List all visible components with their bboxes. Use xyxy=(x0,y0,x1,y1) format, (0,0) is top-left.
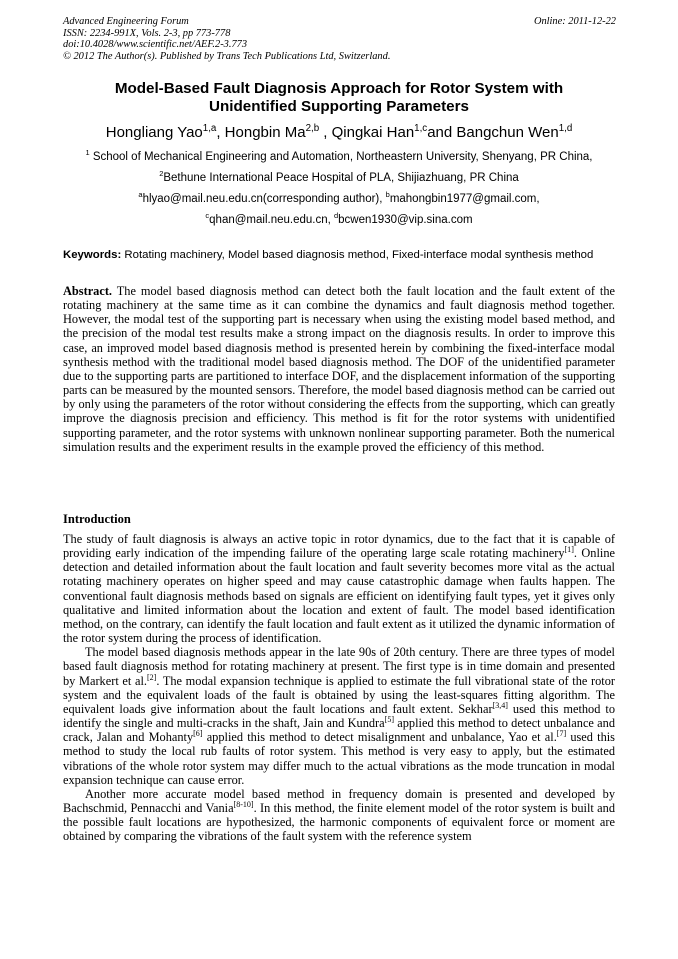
affiliation-1 xyxy=(63,150,615,164)
affiliation-text: School of Mechanical Engineering and Automation, Northeastern University, Shenyang, PR China, xyxy=(89,151,593,163)
affiliation-2 xyxy=(63,171,615,185)
abstract-text: The model based diagnosis method can detect both the fault location and the fault extent of the rotating machinery at the same time as it can combine the dynamics and fault diagnosis method together. However, the modal test of the supporting part is necessary when using the existing model based method, and the precision of the modal test results make a strong impact on the diagnosis results. In order to improve this case, an improved model based diagnosis method is presented herein by combining the fixed-interface modal synthesis method with the traditional model based diagnosis method. The DOF of the unidentified parameter due to the supporting parts are partitioned to interface DOF, and the displacement information of the supporting parts can be measured by the mounted sensors. Therefore, the model based diagnosis method can be carried out by only using the parameters of the rotor without considering the effects from the supporting, which can greatly improve the diagnosis precision and efficiency. This method is fit for the rotor systems with unidentified supporting parameter, and the rotor systems with unknown nonlinear supporting parameter. Both the numerical simulation results and the experiment results in the example proved the efficiency of this method. xyxy=(63,284,615,454)
paragraph-text: The model based diagnosis methods appear in the late 90s of 20th century. There are three types of model based fault diagnosis method for rotating machinery at present. The first type is in time domain and presented by Markert et al. xyxy=(63,645,615,688)
email-mark: d xyxy=(334,211,339,221)
title-line-2: Unidentified Supporting Parameters xyxy=(209,98,469,115)
introduction-body xyxy=(63,532,615,843)
header-issn: ISSN: 2234-991X, Vols. 2-3, pp 773-778 xyxy=(63,27,231,39)
email-mark: c xyxy=(205,211,210,221)
email-mark: b xyxy=(385,190,390,200)
header-copyright: © 2012 The Author(s). Published by Trans Tech Publications Ltd, Switzerland. xyxy=(63,50,391,62)
intro-paragraph-3 xyxy=(63,787,615,844)
author-name: , Qingkai Han xyxy=(319,124,415,141)
paragraph-text: . The modal expansion technique is applied to estimate the full vibrational state of the rotor system and the equivalent loads of the fault is obtained by using the least-squares fitting algorithm. The equivalent loads give information about the fault locations and fault extent. Sekhar xyxy=(63,673,616,716)
header-online-date: Online: 2011-12-22 xyxy=(533,16,616,27)
email-line-1 xyxy=(63,192,615,206)
author-affiliation-mark: 1,c xyxy=(414,123,428,134)
author-name: Hongliang Yao xyxy=(105,124,203,141)
author-affiliation-mark: 2,b xyxy=(305,123,320,134)
paragraph-text: . In this method, the finite element model of the rotor system is built and the possible fault locations are hypothesized, the harmonic components of equivalent force or moment are obtained by comparing the vibrations of the fault system with the reference system xyxy=(63,800,615,844)
email-mark: a xyxy=(138,190,143,200)
keywords-text: Rotating machinery, Model based diagnosis method, Fixed-interface modal synthesis method xyxy=(121,249,594,261)
abstract-label: Abstract. xyxy=(63,284,113,298)
affiliation-mark: 1 xyxy=(85,148,90,158)
author-affiliation-mark: 1,d xyxy=(558,123,573,134)
header-doi: doi:10.4028/www.scientific.net/AEF.2-3.773 xyxy=(63,39,248,51)
citation-ref: [8-10] xyxy=(233,799,254,809)
paper-title xyxy=(63,80,615,116)
paragraph-text: The study of fault diagnosis is always an active topic in rotor dynamics, due to the fact that it is capable of providing early indication of the impending failure of the operating large scale rotating machinery xyxy=(63,532,615,561)
citation-ref: [6] xyxy=(193,729,203,739)
email-address: bcwen1930@vip.sina.com xyxy=(338,214,473,226)
email-address: mahongbin1977@gmail.com, xyxy=(389,193,540,205)
paragraph-text: used this method to identify the single and multi-cracks in the shaft, Jain and Kundra xyxy=(63,701,615,731)
abstract xyxy=(63,284,615,454)
paragraph-text: . Online detection and detailed information about the fault location and fault severity becomes more vital as the actual rotating machinery operates on higher speed and may cause catastrophic damage when faults happen. The conventional fault diagnosis methods based on signals are efficient on identifying fault types, yet it gives only qualitative and limited information about the location and extent of fault. The model based identification method, on the contrary, can identify the fault location and fault extent as it utilized the dynamic information of the rotor system during the process of identification. xyxy=(63,546,615,646)
title-line-1: Model-Based Fault Diagnosis Approach for Rotor System with xyxy=(114,80,564,97)
header-journal: Advanced Engineering Forum xyxy=(63,16,189,27)
citation-ref: [1] xyxy=(564,545,574,555)
affiliation-text: Bethune International Peace Hospital of PLA, Shijiazhuang, PR China xyxy=(163,172,519,184)
citation-ref: [2] xyxy=(146,672,157,682)
email-address: hlyao@mail.neu.edu.cn(corresponding author), xyxy=(142,193,386,205)
author-affiliation-mark: 1,a xyxy=(202,123,217,134)
section-heading-introduction: Introduction xyxy=(63,512,131,526)
author-name: and Bangchun Wen xyxy=(427,124,559,141)
email-line-2 xyxy=(63,213,615,227)
author-name: , Hongbin Ma xyxy=(216,124,306,141)
paragraph-text: Another more accurate model based method in frequency domain is presented and developed by Bachschmid, Pennacchi and Vania xyxy=(63,786,615,815)
citation-ref: [7] xyxy=(556,729,567,739)
citation-ref: [3,4] xyxy=(492,700,508,710)
citation-ref: [5] xyxy=(384,714,395,724)
keywords xyxy=(63,249,615,263)
intro-paragraph-1 xyxy=(63,532,615,645)
keywords-label: Keywords: xyxy=(63,249,122,261)
email-address: qhan@mail.neu.edu.cn, xyxy=(209,214,334,226)
affiliation-mark: 2 xyxy=(159,169,164,179)
paragraph-text: applied this method to detect misalignment and unbalance, Yao et al. xyxy=(202,730,557,745)
paragraph-text: applied this method to detect unbalance and crack, Jalan and Mohanty xyxy=(63,716,616,745)
intro-paragraph-2 xyxy=(63,645,615,787)
paragraph-text: used this method to study the local rub faults of rotor system. This method is very easy to apply, but the estimated vibrations of the whole rotor system may differ much to the actual vibrations as the mode truncation in modal expansion technique can cause error. xyxy=(63,730,615,787)
author-list xyxy=(63,124,615,142)
